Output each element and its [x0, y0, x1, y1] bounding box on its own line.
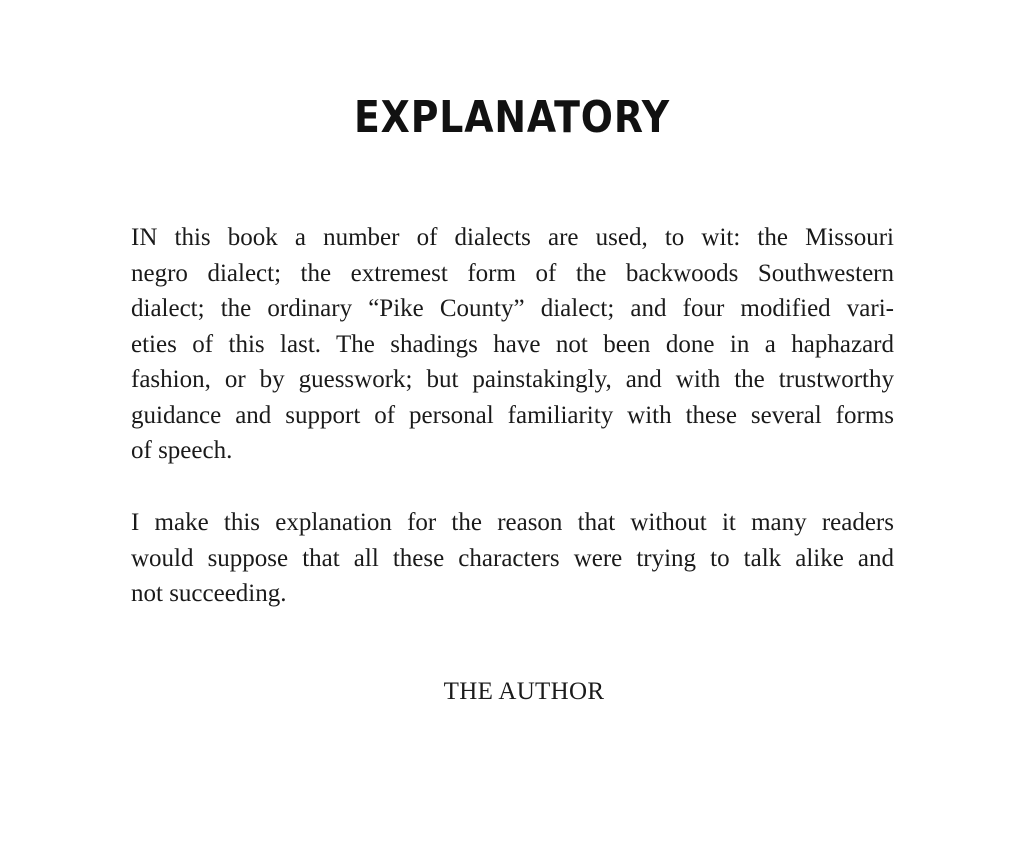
- paragraph-line: fashion, or by guesswork; but painstakingly, and with the trustworthy: [131, 366, 894, 393]
- paragraph-line: of speech.: [131, 437, 233, 464]
- paragraph-line: not succeeding.: [131, 580, 287, 607]
- paragraph-line: IN this book a number of dialects are used, to wit: the Missouri: [131, 224, 894, 251]
- paragraph-reason: [131, 505, 894, 612]
- paragraph-line: negro dialect; the extremest form of the backwoods Southwestern: [131, 259, 894, 287]
- author-signature: THE AUTHOR: [443, 678, 605, 705]
- paragraph-line: I make this explanation for the reason that without it many readers: [131, 509, 894, 536]
- paragraph-dialects: [131, 220, 894, 469]
- paragraph-line: dialect; the ordinary “Pike County” dialect; and four modified vari-: [131, 295, 894, 322]
- paragraph-line: would suppose that all these characters were trying to talk alike and: [131, 544, 894, 572]
- page-title: EXPLANATORY: [353, 92, 671, 143]
- paragraph-line: eties of this last. The shadings have not been done in a haphazard: [131, 330, 894, 358]
- paragraph-line: guidance and support of personal familiarity with these several forms: [131, 401, 894, 429]
